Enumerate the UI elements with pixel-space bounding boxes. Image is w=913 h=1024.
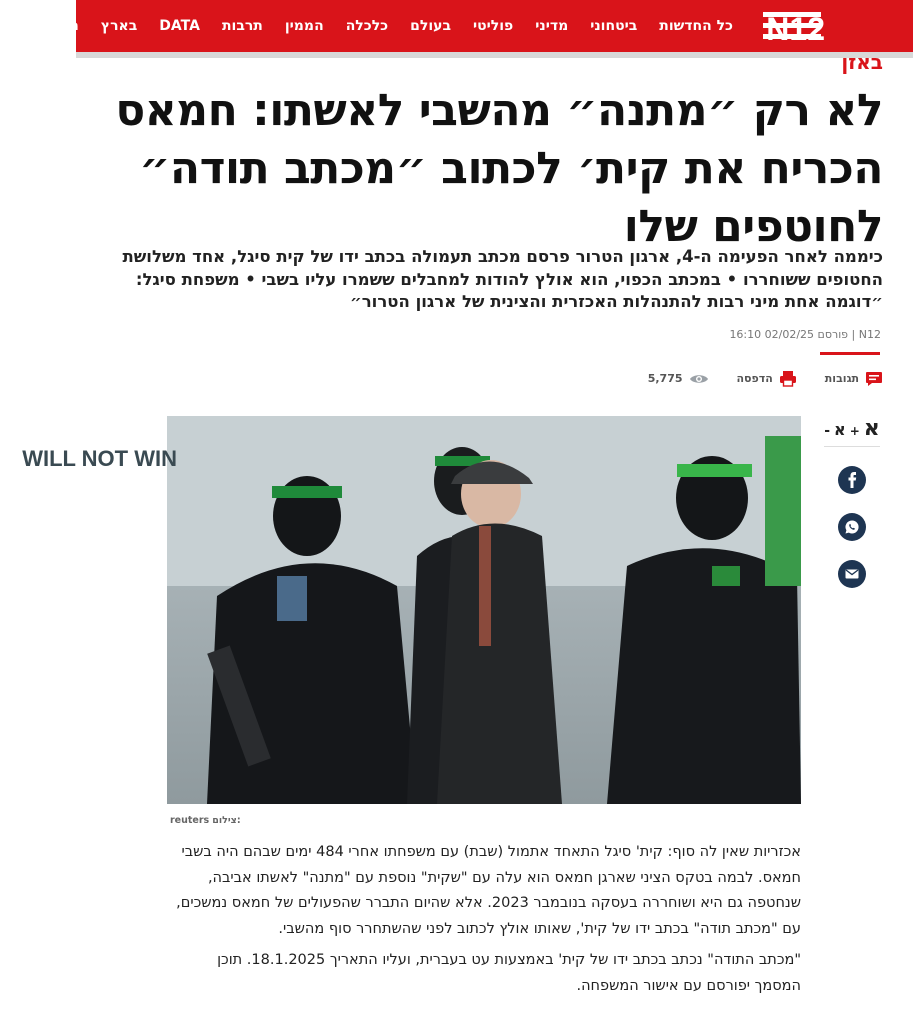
article-body <box>176 840 801 1005</box>
font-increase-plus[interactable]: + <box>849 424 860 438</box>
article-actions <box>648 370 883 387</box>
top-navigation-bar <box>0 0 913 52</box>
font-increase-button[interactable]: א <box>863 416 880 441</box>
font-decrease-minus[interactable]: - <box>824 423 831 439</box>
logo-text: N12 <box>766 11 825 47</box>
nav-item[interactable]: תוכניות <box>31 18 79 34</box>
photo-credit-source: reuters <box>170 815 210 826</box>
article-subtitle: כיממה לאחר הפעימה ה-4, ארגון הטרור פרסם מכתב תעמולה בכתב ידו של קית סיגל, אחד משלושת החטופים ששוחררו • במכתב הכפוי, הוא אולץ להודות למחבלים ששמרו עליו בשבי • משפחת סיגל: ״דוגמה אחת מיני רבות להתנהלות האכזרית והצינית של ארגון הטרור״ <box>122 247 883 311</box>
subnav-divider <box>76 52 913 58</box>
mail-icon <box>845 569 859 579</box>
views-counter <box>648 372 709 385</box>
nav-item[interactable]: מדיני <box>535 18 569 34</box>
facebook-share-button[interactable] <box>838 466 866 494</box>
nav-item[interactable]: הממין <box>284 18 324 34</box>
nav-item[interactable]: DATA <box>159 18 200 34</box>
article-meta: N12 | פורסם 02/02/25 16:10 <box>729 328 881 341</box>
body-paragraph: אכזריות שאין לה סוף: קית' סיגל התאחד אתמול (שבת) עם משפחתו אחרי 484 ימים שבהם היה בשבי חמאס. לבמה בטקס הציני שארגן חמאס הוא עלה עם "שקית" נוספת עם "מתנה" לאשתו אביבה, שנחטפה גם היא ושוחררה בעסקה בנובמבר 2023. אלא שהיום התברר שהפעולים של חמאס נמשכים, עם "מכתב תודה" בכתב ידו של קית', שאותו אולץ לכתוב לפני שהשתחרר סוף מהשבי. <box>176 844 801 937</box>
article-headline: לא רק ״מתנה״ מהשבי לאשתו: חמאס הכריח את קית׳ לכתוב ״מכתב תודה״ לחוטפים שלו <box>115 85 883 252</box>
category-label[interactable]: באזן <box>841 50 883 74</box>
nav-item[interactable]: תרבות <box>221 18 263 34</box>
font-size-controls <box>824 416 880 447</box>
nav-item[interactable]: ס <box>0 18 10 34</box>
nav-item[interactable]: בארץ <box>100 18 138 34</box>
main-nav <box>0 0 733 52</box>
comments-button[interactable] <box>825 371 883 387</box>
eye-icon <box>689 373 709 385</box>
print-button[interactable] <box>737 370 797 387</box>
article-photo[interactable] <box>22 416 801 804</box>
accent-line <box>820 352 880 355</box>
photo-credit-label: צילום: <box>212 815 241 826</box>
nav-item[interactable]: כל החדשות <box>659 18 733 34</box>
body-paragraph: "מכתב התודה" נכתב בכתב ידו של קית' באמצעות עט בעברית, ועליו התאריך 18.1.2025. תוכן המסמך יפורסם עם אישור המשפחה. <box>217 952 801 994</box>
views-count: 5,775 <box>647 372 683 385</box>
comment-icon <box>865 371 883 387</box>
nav-item[interactable]: בעולם <box>410 18 451 34</box>
facebook-icon <box>846 472 858 488</box>
nav-item[interactable]: כלכלה <box>345 18 389 34</box>
comments-label: תגובות <box>824 372 859 385</box>
printer-icon <box>779 370 797 387</box>
photo-banner-text: WILL NOT WIN <box>22 446 177 471</box>
nav-item[interactable]: פוליטי <box>473 18 514 34</box>
font-decrease-button[interactable]: א <box>834 420 846 439</box>
print-label: הדפסה <box>736 372 773 385</box>
nav-item[interactable]: ביטחוני <box>590 18 638 34</box>
whatsapp-icon <box>844 519 860 535</box>
email-share-button[interactable] <box>838 560 866 588</box>
photo-credit <box>167 815 801 826</box>
whatsapp-share-button[interactable] <box>838 513 866 541</box>
share-sidebar <box>824 416 880 588</box>
n12-logo[interactable] <box>763 9 883 47</box>
